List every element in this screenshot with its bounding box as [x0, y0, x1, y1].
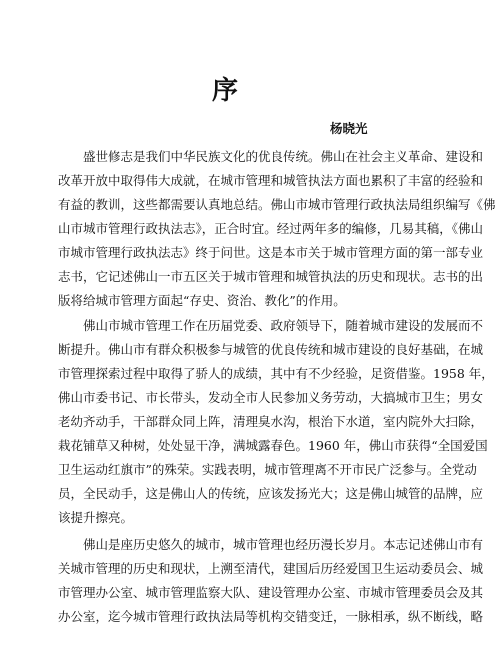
text-line: 市管理探索过程中取得了骄人的成绩，其中有不少经验，足资借鉴。1958 年，	[58, 366, 494, 381]
text-line: 老幼齐动手，干部群众同上阵，清理臭水沟，根治下水道，室内院外大扫除，	[58, 414, 484, 429]
text-line: 佛山是座历史悠久的城市，城市管理也经历漫长岁月。本志记述佛山市有	[83, 537, 484, 552]
text-line: 关城市管理的历史和现状，上溯至清代，建国后历经爱国卫生运动委员会、城	[58, 561, 484, 576]
text-line: 栽花铺草又种树，处处显干净，满城露春色。1960 年，佛山市获得“全国爱国	[58, 438, 488, 453]
text-line: 断提升。佛山市有群众积极参与城管的优良传统和城市建设的良好基础，在城	[58, 342, 484, 357]
text-line: 志书，它记述佛山一市五区关于城市管理和城管执法的历史和现状。志书的出	[58, 269, 484, 284]
text-line: 市管理办公室、城市管理监察大队、建设管理办公室、市城市管理委员会及其	[58, 585, 484, 600]
text-line: 盛世修志是我们中华民族文化的优良传统。佛山在社会主义革命、建设和	[83, 149, 484, 164]
text-line: 市城市管理行政执法志》终于问世。这是本市关于城市管理方面的第一部专业	[58, 245, 484, 260]
text-line: 卫生运动红旗市”的殊荣。实践表明，城市管理离不开市民广泛参与。全党动	[58, 462, 477, 477]
text-line: 佛山市城市管理工作在历届党委、政府领导下，随着城市建设的发展而不	[83, 318, 484, 333]
page-title: 序	[211, 76, 238, 106]
text-line: 改革开放中取得伟大成就，在城市管理和城管执法方面也累积了丰富的经验和	[58, 173, 484, 188]
text-line: 该提升擦亮。	[58, 510, 134, 525]
text-line: 有益的教训，这些都需要认真地总结。佛山市城市管理行政执法局组织编写《佛	[58, 197, 496, 212]
text-line: 佛山市委书记、市长带头，发动全市人民参加义务劳动，大搞城市卫生；男女	[58, 390, 484, 405]
author-name: 杨晓光	[330, 121, 368, 136]
text-line: 山市城市管理行政执法志》，正合时宜。经过两年多的编修，几易其稿，《佛山	[58, 221, 484, 236]
text-line: 办公室，迄今城市管理行政执法局等机构交错变迁，一脉相承，纵不断线，略	[58, 609, 484, 624]
text-line: 版将给城市管理方面起“存史、资治、教化”的作用。	[58, 293, 346, 308]
text-line: 员，全民动手，这是佛山人的传统，应该发扬光大；这是佛山城管的品牌，应	[58, 486, 484, 501]
